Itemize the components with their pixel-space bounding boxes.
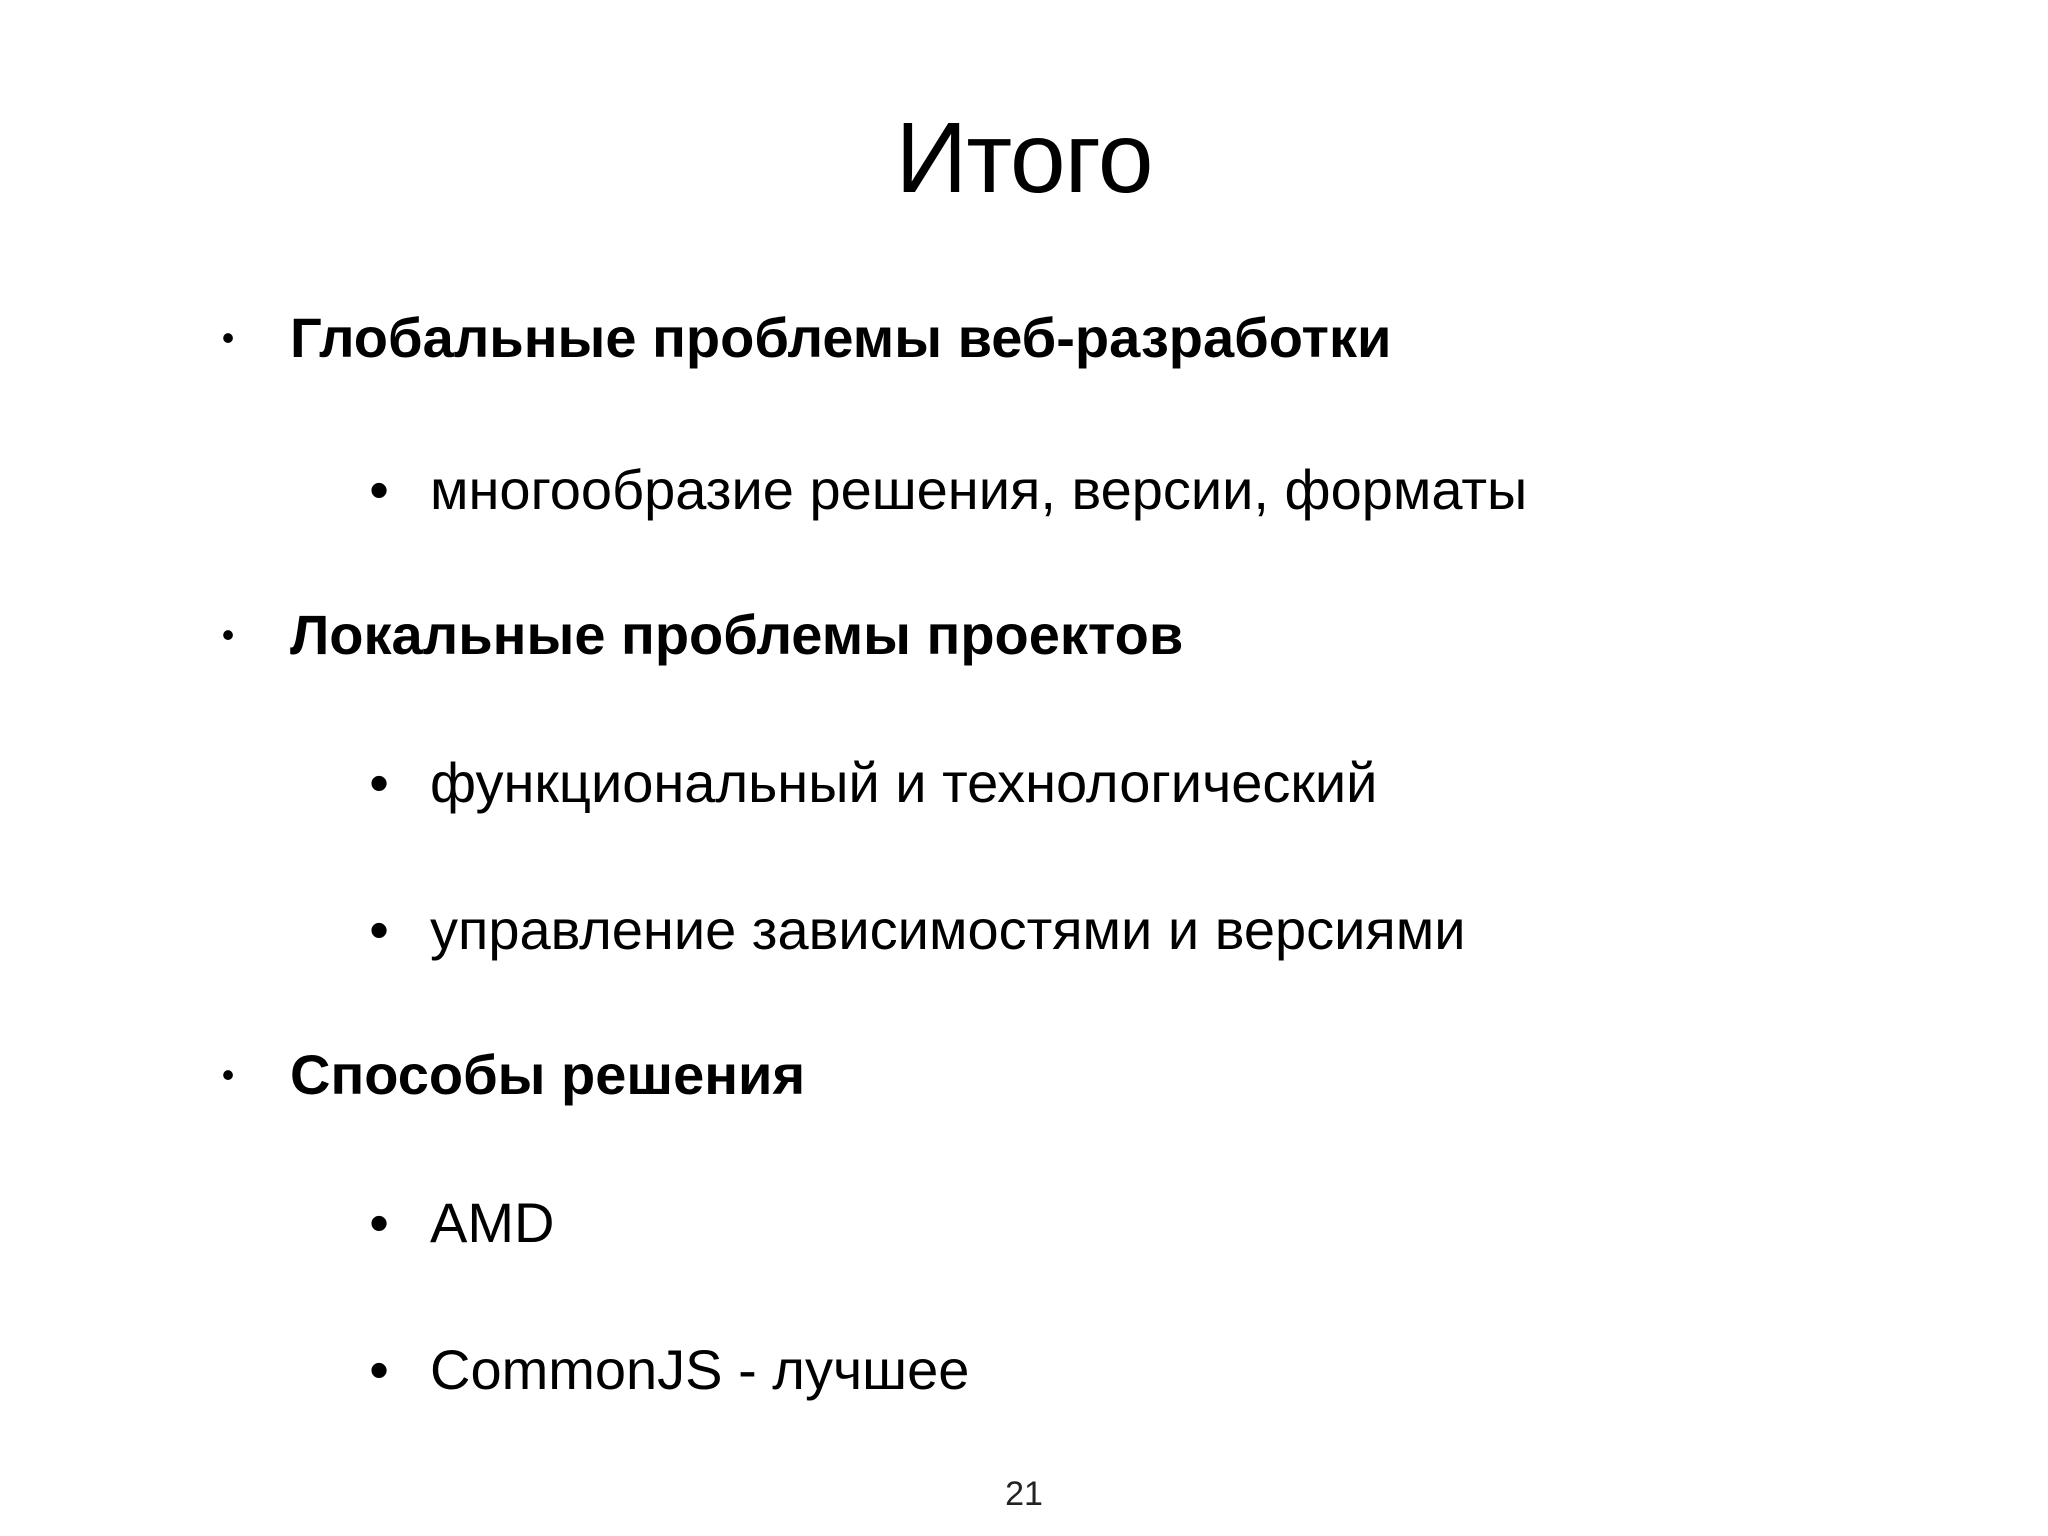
slide-title: Итого xyxy=(895,102,1153,214)
bullet-dot-icon: • xyxy=(369,458,389,521)
bullet-dot-icon: • xyxy=(369,898,389,961)
bullet-text: AMD xyxy=(430,1191,555,1254)
bullet-text: многообразие решения, версии, форматы xyxy=(430,458,1528,521)
bullet-text: Способы решения xyxy=(290,1043,806,1106)
bullet-text: функциональный и технологический xyxy=(430,751,1378,814)
bullet-text: управление зависимостями и версиями xyxy=(430,898,1466,961)
bullet-text: Локальные проблемы проектов xyxy=(290,603,1184,666)
bullet-dot-icon: • xyxy=(369,1338,389,1401)
bullet-dot-icon: • xyxy=(369,751,389,814)
bullet-dot-icon: • xyxy=(221,1054,235,1095)
bullet-text: CommonJS - лучшее xyxy=(430,1338,970,1401)
bullet-dot-icon: • xyxy=(369,1191,389,1254)
bullet-dot-icon: • xyxy=(221,317,235,358)
bullet-dot-icon: • xyxy=(221,614,235,655)
page-number: 21 xyxy=(1005,1475,1043,1513)
bullet-text: Глобальные проблемы веб-разработки xyxy=(290,306,1392,369)
